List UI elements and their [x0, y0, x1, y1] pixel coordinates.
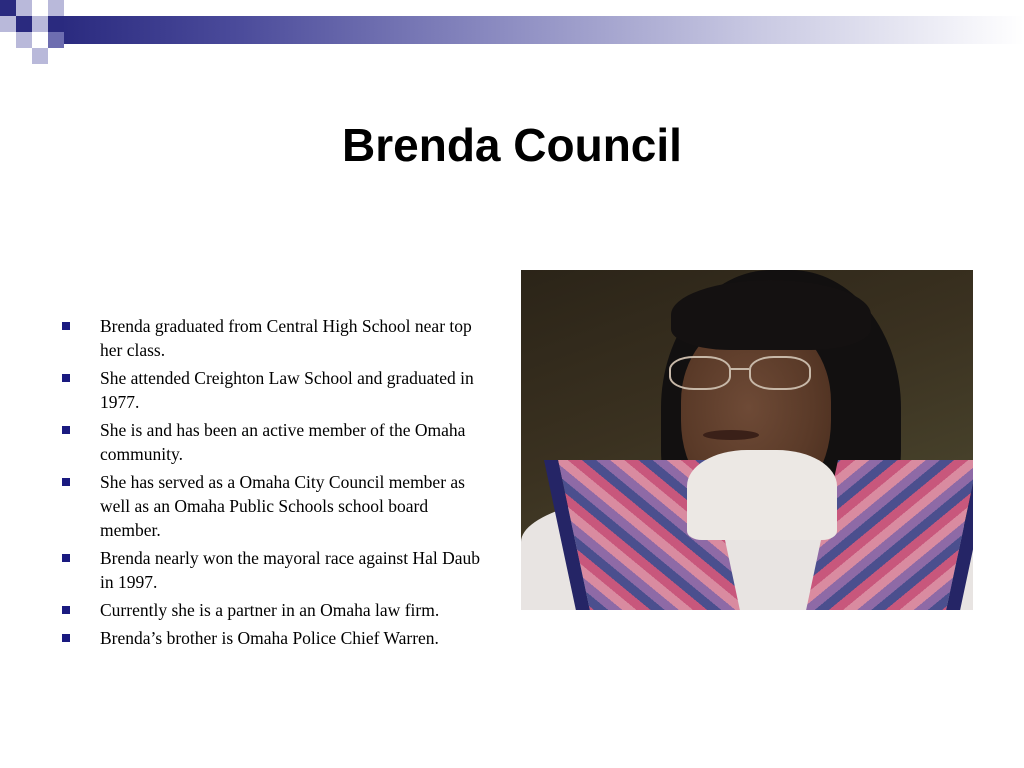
photo-glasses-left: [669, 356, 731, 390]
bullet-text: Brenda graduated from Central High School near top her class.: [100, 316, 472, 360]
slide-title: Brenda Council: [342, 119, 682, 171]
bullet-item: [62, 598, 492, 622]
bullet-item: [62, 470, 492, 542]
square-bullet-icon: [62, 554, 70, 562]
bullet-text: Brenda nearly won the mayoral race against Hal Daub in 1997.: [100, 548, 480, 592]
photo-turtleneck: [687, 450, 837, 540]
square-bullet-icon: [62, 426, 70, 434]
bullet-text: She has served as a Omaha City Council member as well as an Omaha Public Schools school board member.: [100, 472, 465, 540]
square-bullet-icon: [62, 374, 70, 382]
bullet-item: [62, 546, 492, 594]
bullet-text: She is and has been an active member of the Omaha community.: [100, 420, 466, 464]
photo-glasses-right: [749, 356, 811, 390]
bullet-item: [62, 626, 492, 650]
header-decoration-band: [60, 16, 1024, 44]
square-bullet-icon: [62, 478, 70, 486]
bullet-item: [62, 366, 492, 414]
photo-bangs: [671, 280, 871, 350]
bullet-text: Brenda’s brother is Omaha Police Chief Warren.: [100, 628, 439, 648]
square-bullet-icon: [62, 606, 70, 614]
square-bullet-icon: [62, 322, 70, 330]
bullet-list: [62, 314, 492, 654]
bullet-item: [62, 314, 492, 362]
portrait-photo: [521, 270, 973, 610]
photo-glasses-bridge: [729, 368, 749, 370]
square-bullet-icon: [62, 634, 70, 642]
bullet-item: [62, 418, 492, 466]
bullet-text: Currently she is a partner in an Omaha law firm.: [100, 600, 440, 620]
photo-mouth: [703, 430, 759, 440]
bullet-text: She attended Creighton Law School and graduated in 1977.: [100, 368, 474, 412]
